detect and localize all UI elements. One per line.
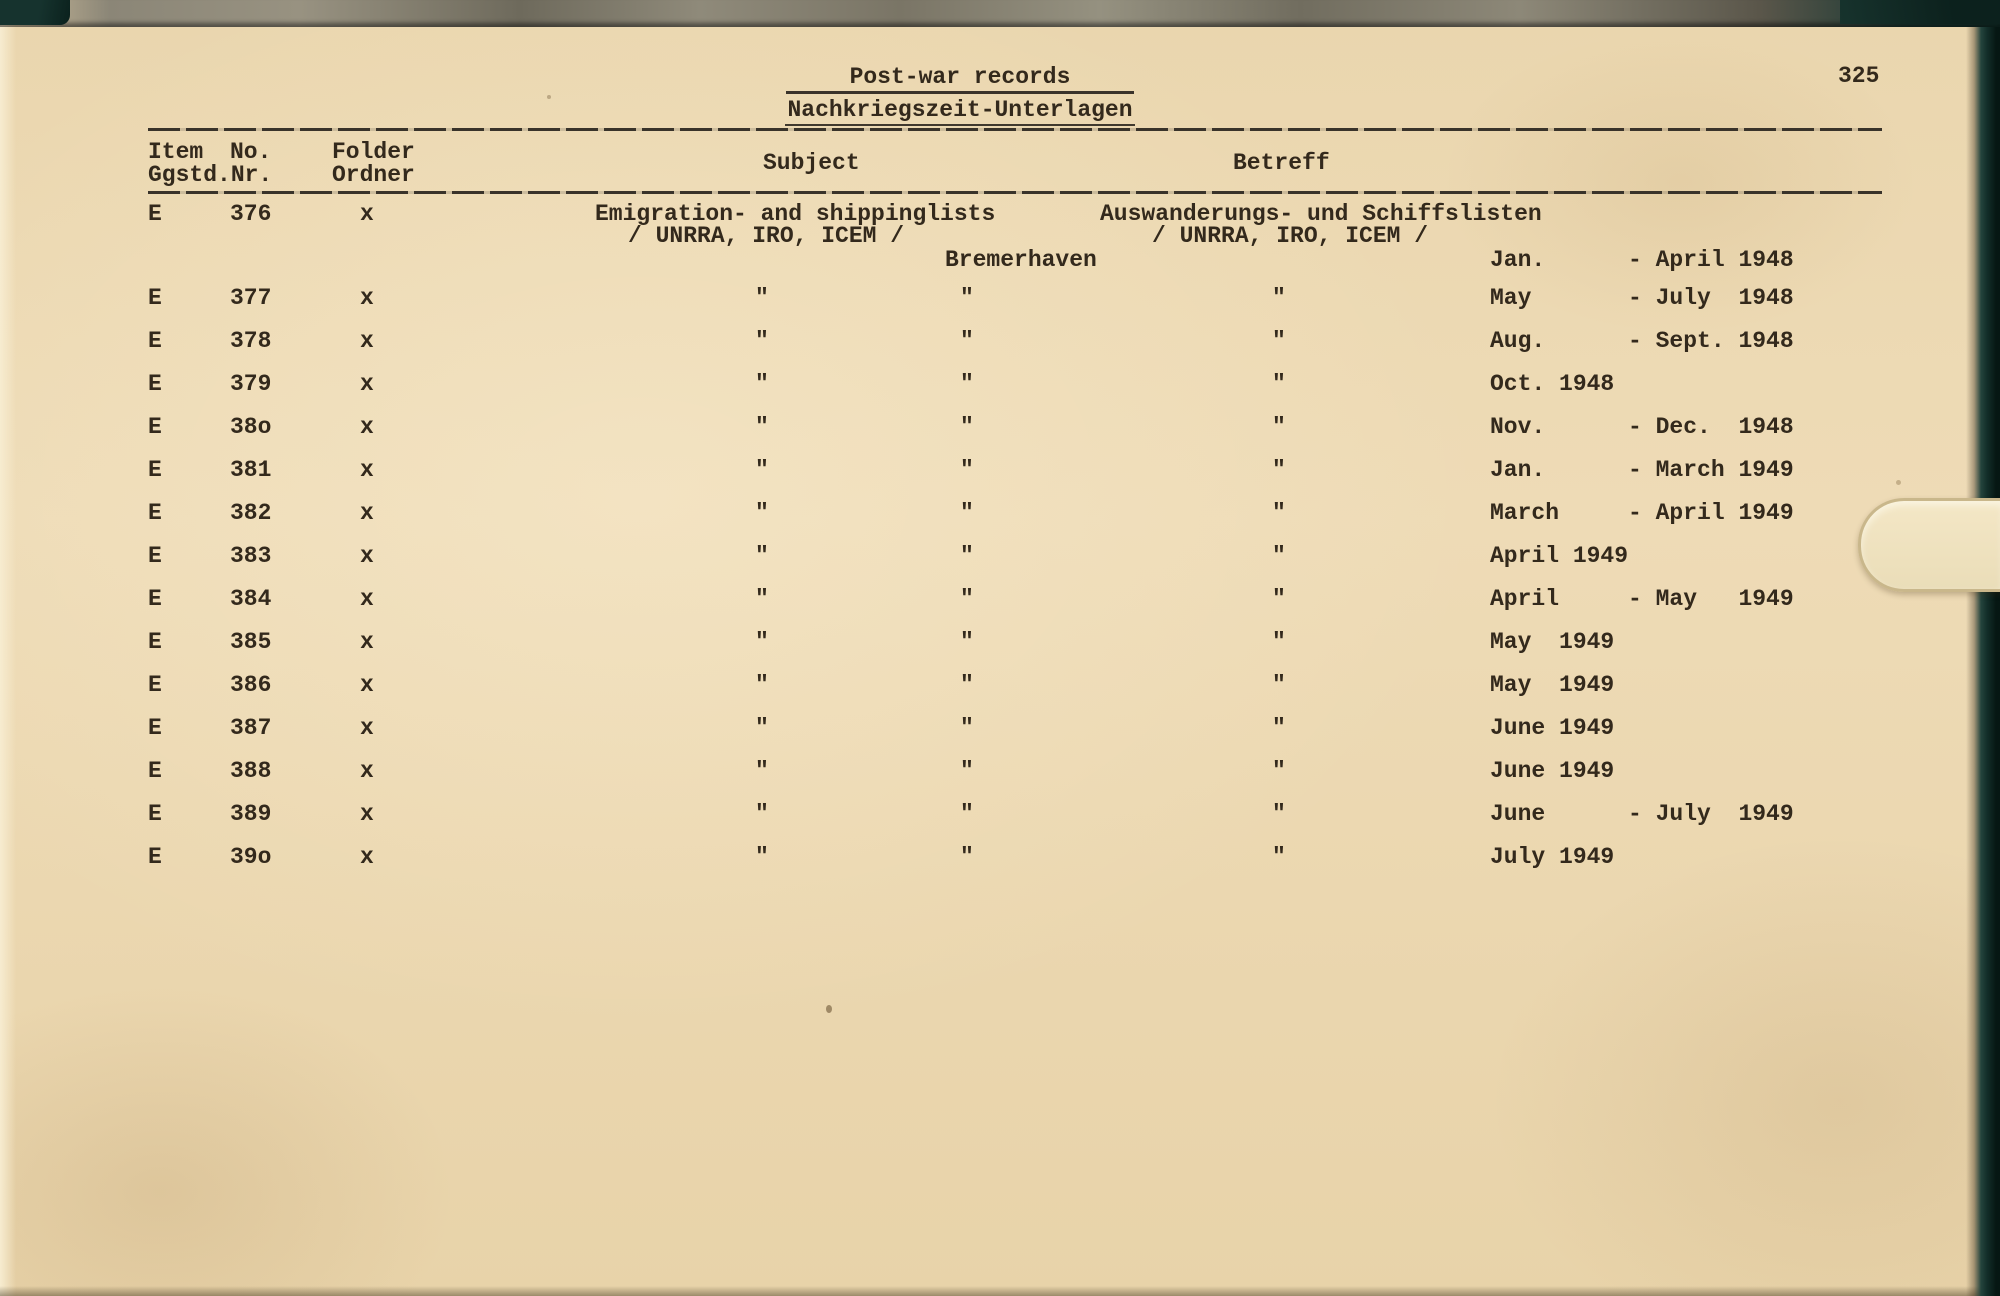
page-title: Post-war records <box>786 64 1135 94</box>
cell-item: E <box>148 629 162 655</box>
cell-item-number: 379 <box>230 371 272 397</box>
page-number: 325 <box>1838 63 1880 89</box>
paper-speck <box>547 95 551 99</box>
cell-date: Oct. 1948 <box>1490 371 1615 397</box>
cell-betreff-line1: Auswanderungs- und Schiffslisten <box>1100 201 1542 227</box>
cell-date: March - April 1949 <box>1490 500 1794 526</box>
cell-item-number: 387 <box>230 715 272 741</box>
cell-folder: x <box>360 414 374 440</box>
header-no-en: No. <box>230 139 272 165</box>
cell-item: E <box>148 414 162 440</box>
cell-place-ditto: " <box>960 586 974 612</box>
cell-place-ditto: " <box>960 543 974 569</box>
cell-place-ditto: " <box>960 629 974 655</box>
cell-subject-ditto: " <box>755 457 769 483</box>
cell-betreff-ditto: " <box>1272 586 1286 612</box>
cell-item: E <box>148 371 162 397</box>
table-rule-header-bottom <box>148 191 1882 194</box>
header-betreff: Betreff <box>1233 150 1330 176</box>
cell-subject-ditto: " <box>755 414 769 440</box>
cell-item: E <box>148 715 162 741</box>
cell-place-ditto: " <box>960 758 974 784</box>
cell-date: Jan. - April 1948 <box>1490 247 1794 273</box>
cell-subject-line1: Emigration- and shippinglists <box>595 201 996 227</box>
cell-item: E <box>148 285 162 311</box>
cell-folder: x <box>360 844 374 870</box>
cell-item-number: 377 <box>230 285 272 311</box>
cell-folder: x <box>360 672 374 698</box>
cell-item: E <box>148 801 162 827</box>
cell-item: E <box>148 201 162 227</box>
cell-folder: x <box>360 801 374 827</box>
cell-date: June 1949 <box>1490 758 1615 784</box>
cell-betreff-ditto: " <box>1272 672 1286 698</box>
cell-item: E <box>148 586 162 612</box>
cell-folder: x <box>360 758 374 784</box>
cell-folder: x <box>360 500 374 526</box>
paper-speck <box>1896 480 1901 485</box>
book-cover-corner-top-left <box>0 0 70 25</box>
index-tab <box>1858 498 2000 592</box>
cell-date: July 1949 <box>1490 844 1615 870</box>
cell-betreff-ditto: " <box>1272 457 1286 483</box>
cell-item: E <box>148 672 162 698</box>
cell-item: E <box>148 328 162 354</box>
header-subject: Subject <box>763 150 860 176</box>
cell-date: April - May 1949 <box>1490 586 1794 612</box>
cell-item-number: 39o <box>230 844 272 870</box>
cell-item: E <box>148 457 162 483</box>
table-rule-top <box>148 128 1882 131</box>
cell-betreff-ditto: " <box>1272 801 1286 827</box>
cell-place-ditto: " <box>960 371 974 397</box>
page-edge-left <box>0 0 16 1296</box>
cell-item-number: 384 <box>230 586 272 612</box>
header-item-en: Item <box>148 139 204 165</box>
cell-place-ditto: " <box>960 414 974 440</box>
cell-date: Aug. - Sept. 1948 <box>1490 328 1794 354</box>
cell-item-number: 381 <box>230 457 272 483</box>
cell-folder: x <box>360 371 374 397</box>
header-item-de: Ggstd.Nr. <box>148 162 273 188</box>
cell-place-ditto: " <box>960 285 974 311</box>
cell-betreff-ditto: " <box>1272 500 1286 526</box>
cell-betreff-ditto: " <box>1272 371 1286 397</box>
cell-place: Bremerhaven <box>945 247 1097 273</box>
cell-item: E <box>148 758 162 784</box>
cell-place-ditto: " <box>960 672 974 698</box>
cell-item-number: 385 <box>230 629 272 655</box>
cell-item-number: 389 <box>230 801 272 827</box>
cell-place-ditto: " <box>960 844 974 870</box>
cell-place-ditto: " <box>960 500 974 526</box>
cell-item: E <box>148 844 162 870</box>
cell-place-ditto: " <box>960 715 974 741</box>
cell-date: Jan. - March 1949 <box>1490 457 1794 483</box>
book-cover-corner-top-right <box>1840 0 2000 24</box>
cell-item-number: 382 <box>230 500 272 526</box>
cell-place-ditto: " <box>960 457 974 483</box>
header-folder-en: Folder <box>332 139 415 165</box>
cell-date: Nov. - Dec. 1948 <box>1490 414 1794 440</box>
cell-folder: x <box>360 715 374 741</box>
cell-folder: x <box>360 586 374 612</box>
cell-folder: x <box>360 543 374 569</box>
cell-item-number: 383 <box>230 543 272 569</box>
page-subtitle: Nachkriegszeit-Unterlagen <box>785 97 1134 126</box>
cell-place-ditto: " <box>960 328 974 354</box>
cell-item-number: 38o <box>230 414 272 440</box>
cell-item-number: 376 <box>230 201 272 227</box>
cell-subject-ditto: " <box>755 543 769 569</box>
cell-folder: x <box>360 201 374 227</box>
cell-subject-ditto: " <box>755 285 769 311</box>
cell-item-number: 386 <box>230 672 272 698</box>
page-edge-bottom <box>0 1286 2000 1296</box>
cell-date: April 1949 <box>1490 543 1629 569</box>
cell-date: June 1949 <box>1490 715 1615 741</box>
cell-item-number: 388 <box>230 758 272 784</box>
cell-betreff-ditto: " <box>1272 629 1286 655</box>
cell-folder: x <box>360 328 374 354</box>
cell-subject-line2: / UNRRA, IRO, ICEM / <box>628 223 905 249</box>
cell-date: May 1949 <box>1490 629 1615 655</box>
cell-date: June - July 1949 <box>1490 801 1794 827</box>
cell-betreff-ditto: " <box>1272 285 1286 311</box>
cell-betreff-ditto: " <box>1272 844 1286 870</box>
cell-betreff-ditto: " <box>1272 758 1286 784</box>
cell-subject-ditto: " <box>755 672 769 698</box>
cell-item: E <box>148 500 162 526</box>
cell-folder: x <box>360 457 374 483</box>
cell-betreff-line2: / UNRRA, IRO, ICEM / <box>1152 223 1429 249</box>
cell-subject-ditto: " <box>755 328 769 354</box>
book-cover-edge-right <box>1966 0 2000 1296</box>
cell-subject-ditto: " <box>755 629 769 655</box>
cell-subject-ditto: " <box>755 844 769 870</box>
cell-subject-ditto: " <box>755 371 769 397</box>
cell-folder: x <box>360 629 374 655</box>
paper-speck <box>826 1005 832 1013</box>
cell-item: E <box>148 543 162 569</box>
cell-subject-ditto: " <box>755 801 769 827</box>
cell-betreff-ditto: " <box>1272 715 1286 741</box>
cell-folder: x <box>360 285 374 311</box>
book-edge-top <box>0 0 2000 27</box>
cell-subject-ditto: " <box>755 500 769 526</box>
cell-subject-ditto: " <box>755 586 769 612</box>
cell-betreff-ditto: " <box>1272 414 1286 440</box>
cell-item-number: 378 <box>230 328 272 354</box>
header-folder-de: Ordner <box>332 162 415 188</box>
cell-subject-ditto: " <box>755 758 769 784</box>
cell-date: May 1949 <box>1490 672 1615 698</box>
cell-subject-ditto: " <box>755 715 769 741</box>
cell-place-ditto: " <box>960 801 974 827</box>
cell-betreff-ditto: " <box>1272 328 1286 354</box>
title-block <box>745 64 1175 126</box>
cell-betreff-ditto: " <box>1272 543 1286 569</box>
cell-date: May - July 1948 <box>1490 285 1794 311</box>
